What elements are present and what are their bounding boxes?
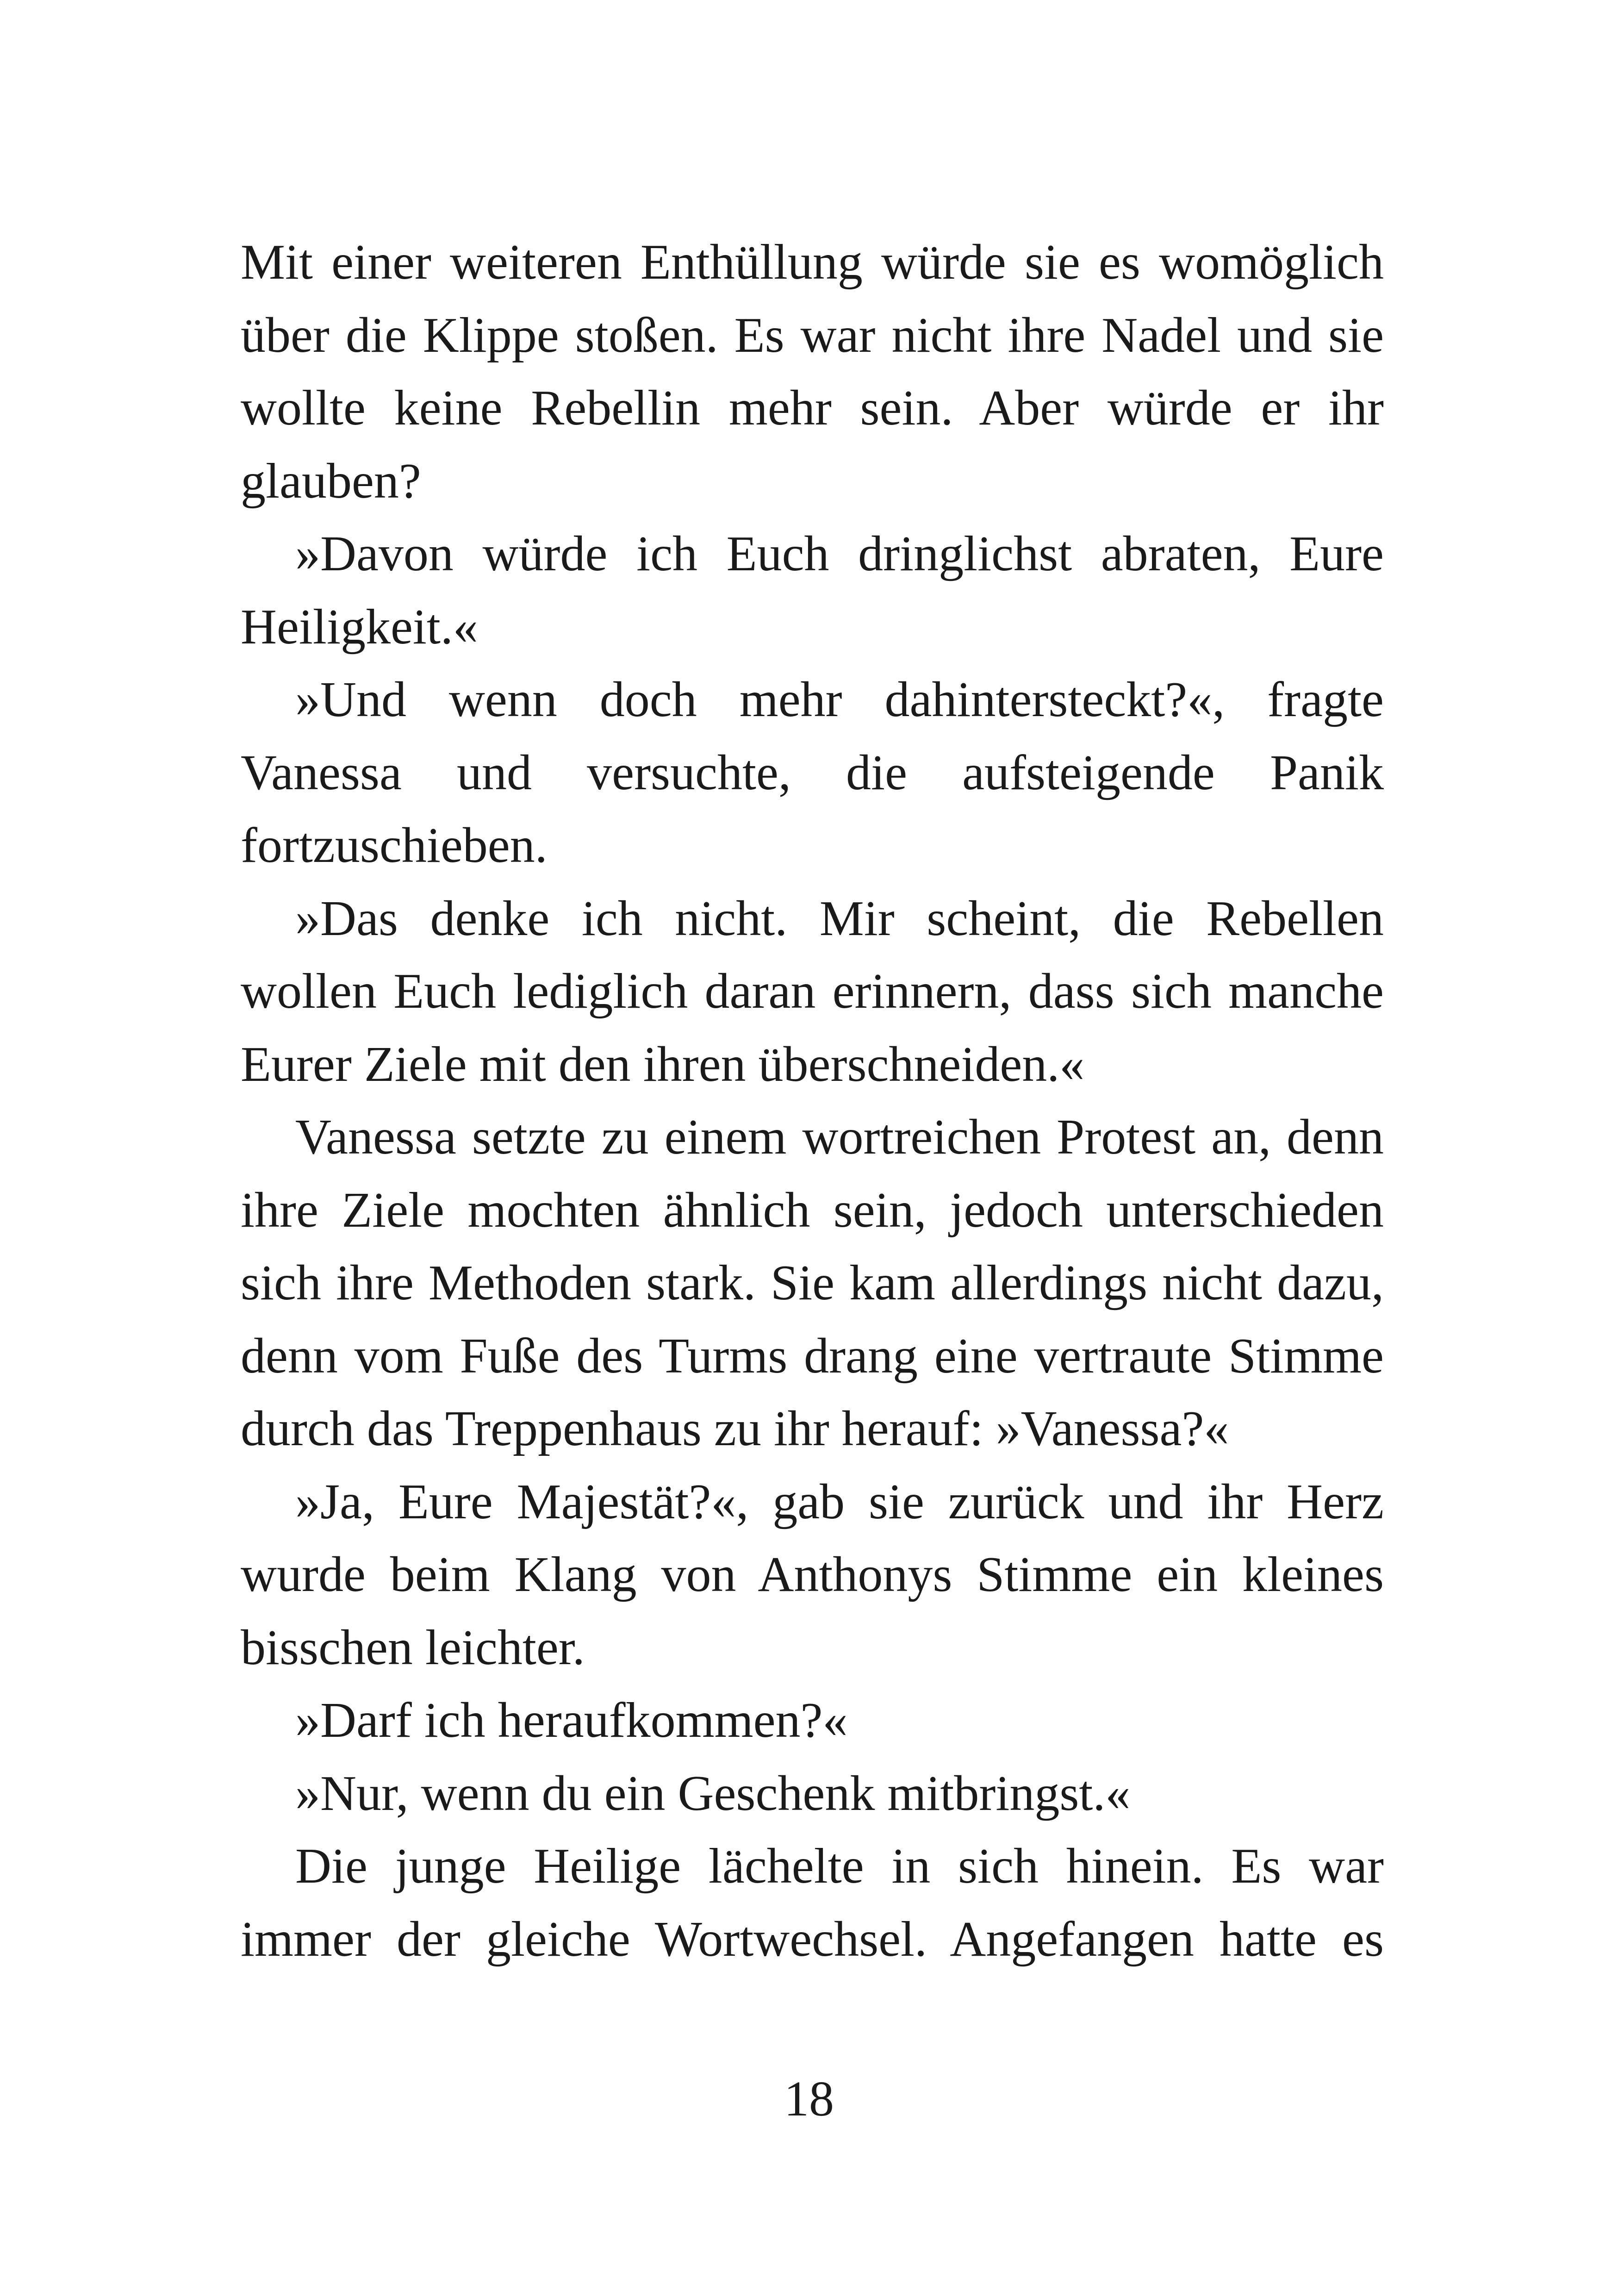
paragraph: Mit einer weiteren Enthüllung würde sie es womöglich über die Klippe stoßen. Es war nicht ihre Nadel und sie wollte keine Rebellin mehr sein. Aber würde er ihr glauben? bbox=[241, 235, 1384, 509]
paragraph: »Darf ich heraufkommen?« bbox=[295, 1693, 848, 1748]
paragraph: »Nur, wenn du ein Geschenk mitbringst.« bbox=[295, 1766, 1131, 1821]
paragraph: »Ja, Eure Majestät?«, gab sie zurück und ihr Herz wurde beim Klang von Anthonys Stimme ein kleines bisschen leichter. bbox=[241, 1474, 1384, 1675]
paragraph: »Das denke ich nicht. Mir scheint, die Rebellen wollen Euch lediglich daran erinnern, dass sich manche Eurer Ziele mit den ihren überschneiden.« bbox=[241, 891, 1384, 1092]
paragraph: »Davon würde ich Euch dringlichst abraten, Eure Heiligkeit.« bbox=[241, 526, 1384, 655]
body-text bbox=[241, 226, 1384, 1976]
paragraph: Vanessa setzte zu einem wortreichen Protest an, denn ihre Ziele mochten ähnlich sein, jedoch unterschieden sich ihre Methoden stark. Sie kam allerdings nicht dazu, denn vom Fuße des Turms drang eine vertraute Stimme durch das Treppenhaus zu ihr herauf: »Vanessa?« bbox=[241, 1110, 1384, 1456]
page-number: 18 bbox=[784, 2071, 834, 2127]
paragraph: »Und wenn doch mehr dahintersteckt?«, fragte Vanessa und versuchte, die aufsteigende Panik fortzuschieben. bbox=[241, 672, 1384, 873]
paragraph: Die junge Heilige lächelte in sich hinein. Es war immer der gleiche Wortwechsel. Angefangen hatte es bbox=[241, 1839, 1384, 1967]
